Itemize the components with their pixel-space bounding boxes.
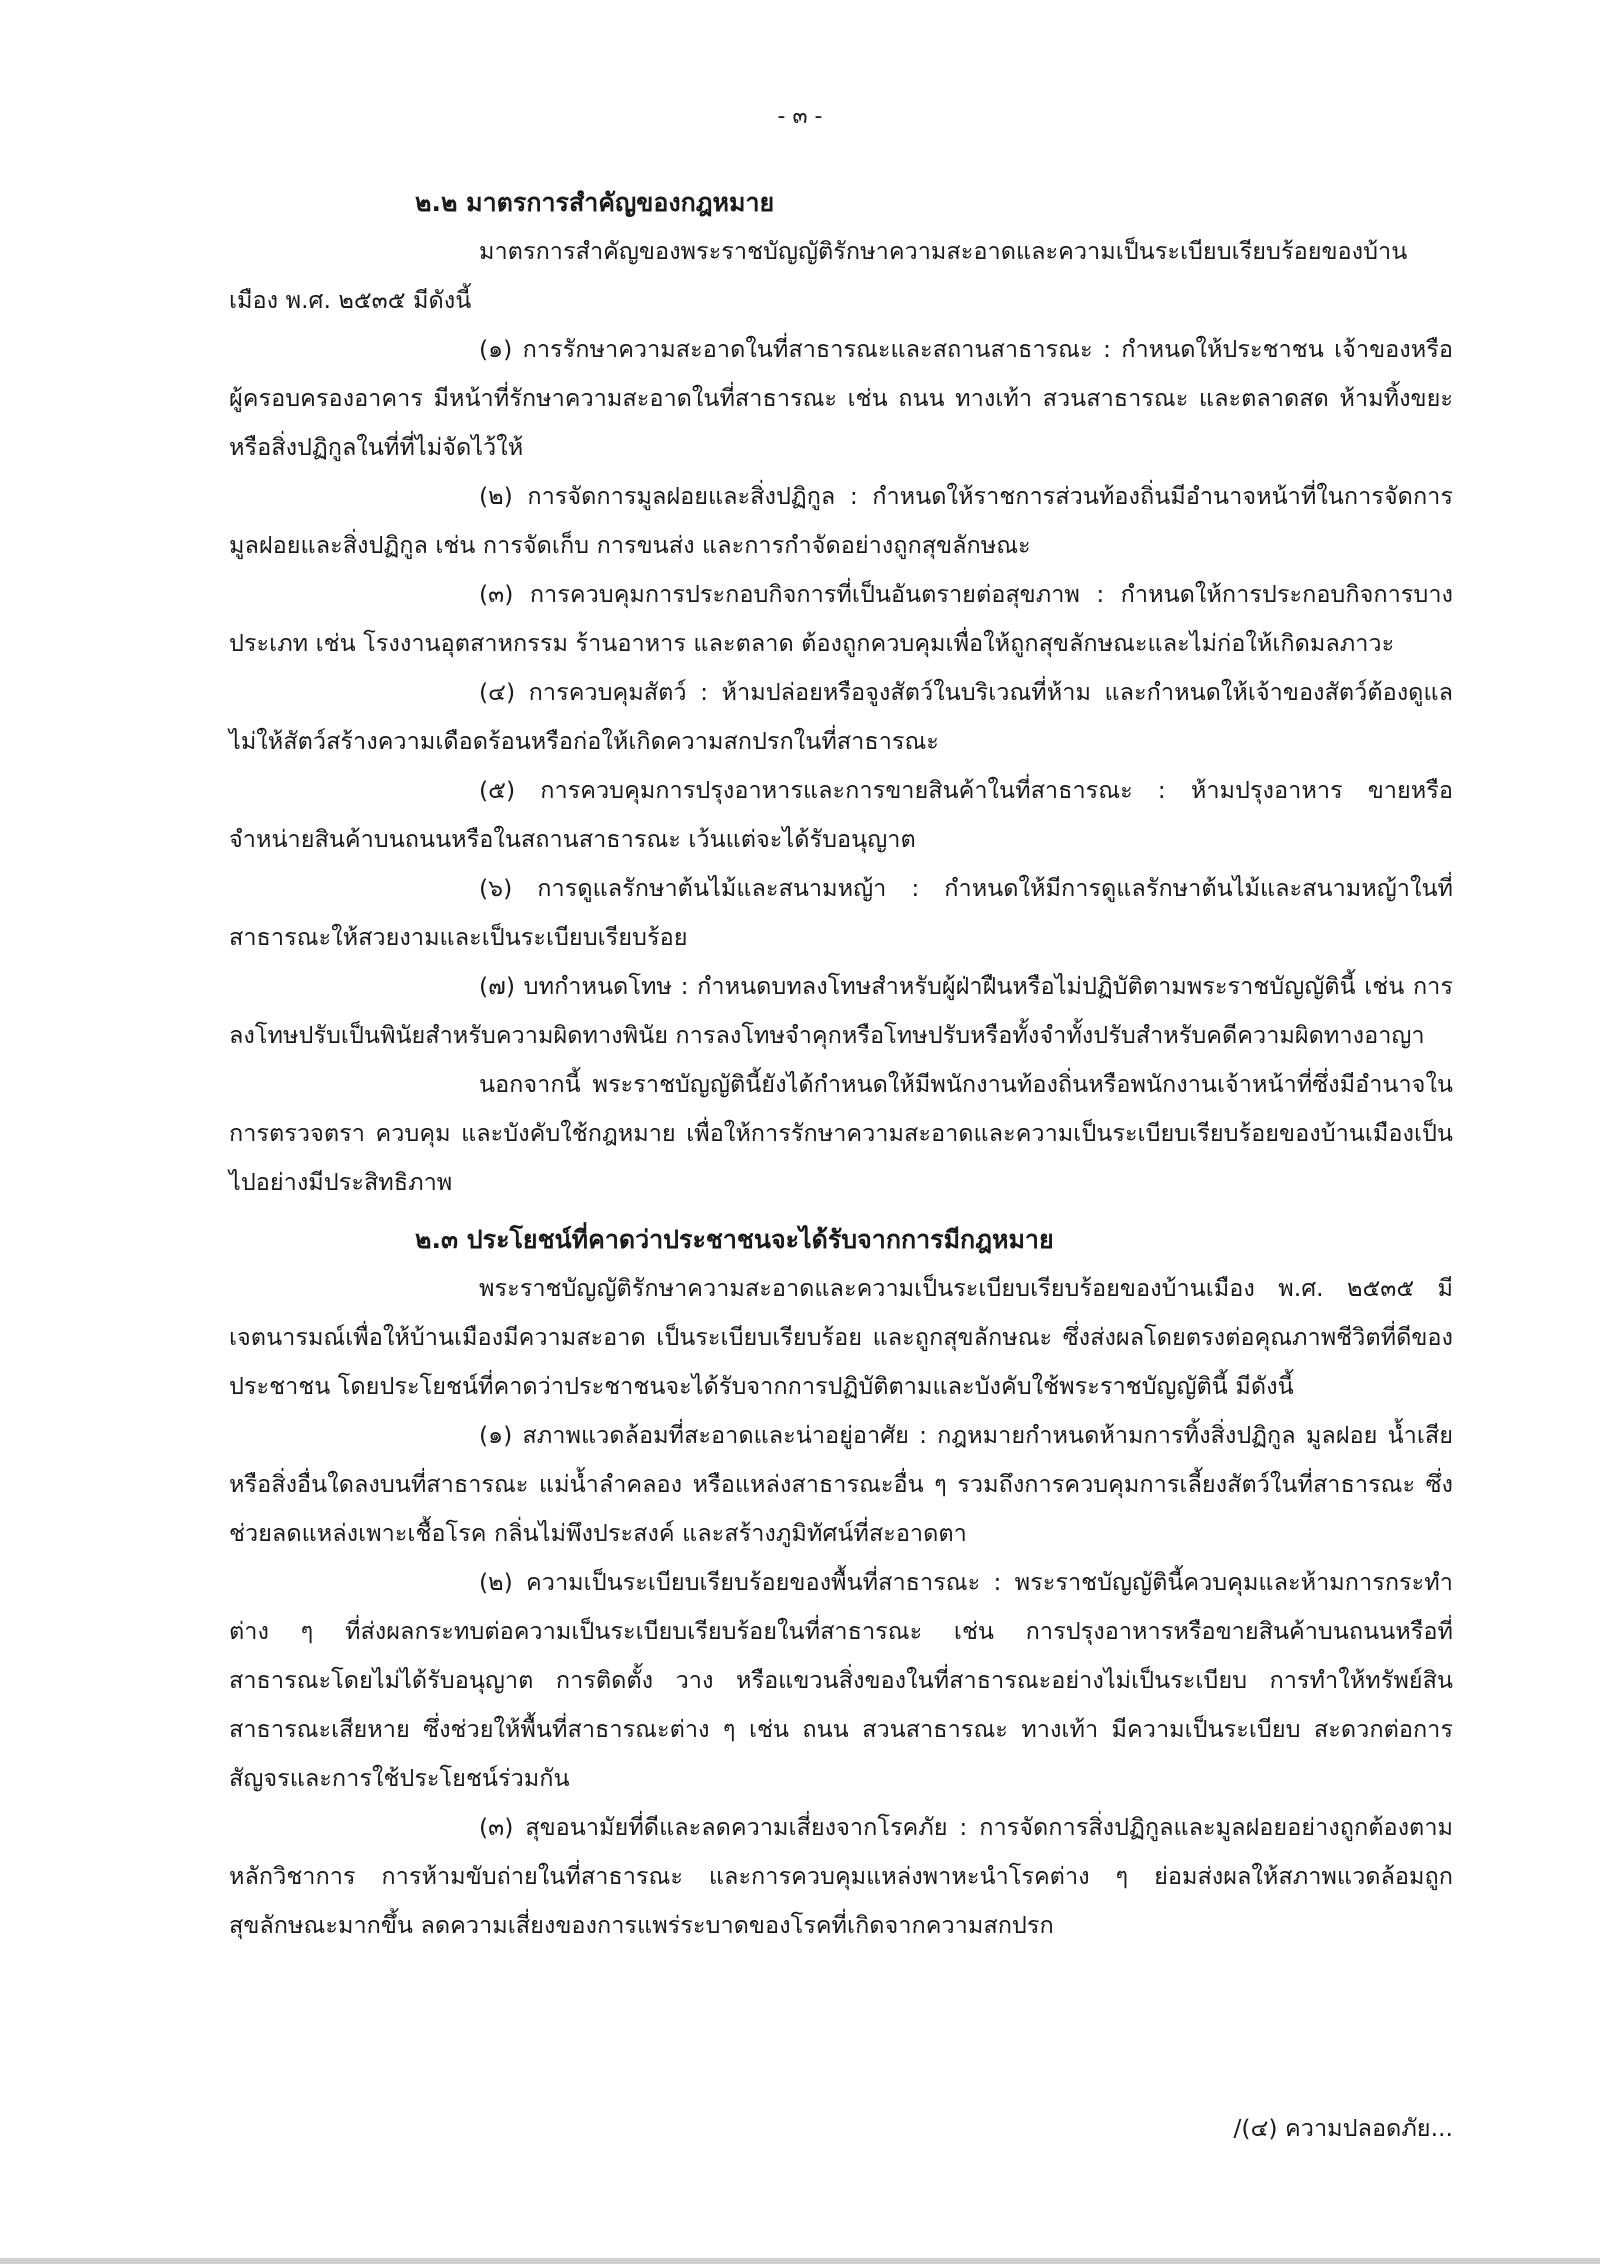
measure-item-3: (๓) การควบคุมการประกอบกิจการที่เป็นอันตรายต่อสุขภาพ : กำหนดให้การประกอบกิจการบางประเภท เช่น โรงงานอุตสาหกรรม ร้านอาหาร และตลาด ต้องถูกควบคุมเพื่อให้ถูกสุขลักษณะและไม่ก่อให้เกิดมลภาวะ [229,580,1453,657]
section-2-2-intro: มาตรการสำคัญของพระราชบัญญัติรักษาความสะอาดและความเป็นระเบียบเรียบร้อยของบ้านเมือง พ.ศ. ๒๕๓๕ มีดังนี้ [229,237,1408,314]
benefit-item-2: (๒) ความเป็นระเบียบเรียบร้อยของพื้นที่สาธารณะ : พระราชบัญญัตินี้ควบคุมและห้ามการกระทำต่าง ๆ ที่ส่งผลกระทบต่อความเป็นระเบียบเรียบร้อยในที่สาธารณะ เช่น การปรุงอาหารหรือขายสินค้าบนถนนหรือที่สาธารณะโดยไม่ได้รับอนุญาต การติดตั้ง วาง หรือแขวนสิ่งของในที่สาธารณะอย่างไม่เป็นระเบียบ การทำให้ทรัพย์สินสาธารณะเสียหาย ซึ่งช่วยให้พื้นที่สาธารณะต่าง ๆ เช่น ถนน สวนสาธารณะ ทางเท้า มีความเป็นระเบียบ สะดวกต่อการสัญจรและการใช้ประโยชน์ร่วมกัน [229,1568,1453,1792]
benefit-item-3: (๓) สุขอนามัยที่ดีและลดความเสี่ยงจากโรคภัย : การจัดการสิ่งปฏิกูลและมูลฝอยอย่างถูกต้องตามหลักวิชาการ การห้ามขับถ่ายในที่สาธารณะ และการควบคุมแหล่งพาหะนำโรคต่าง ๆ ย่อมส่งผลให้สภาพแวดล้อมถูกสุขลักษณะมากขึ้น ลดความเสี่ยงของการแพร่ระบาดของโรคที่เกิดจากความสกปรก [229,1813,1453,1939]
scan-edge-divider [0,2258,1600,2264]
section-heading-2-3: ๒.๓ ประโยชน์ที่คาดว่าประชาชนจะได้รับจากการมีกฎหมาย [415,1225,1054,1254]
measure-item-6: (๖) การดูแลรักษาต้นไม้และสนามหญ้า : กำหนดให้มีการดูแลรักษาต้นไม้และสนามหญ้าในที่สาธารณะให้สวยงามและเป็นระเบียบเรียบร้อย [229,874,1453,951]
measure-item-4: (๔) การควบคุมสัตว์ : ห้ามปล่อยหรือจูงสัตว์ในบริเวณที่ห้าม และกำหนดให้เจ้าของสัตว์ต้องดูแลไม่ให้สัตว์สร้างความเดือดร้อนหรือก่อให้เกิดความสกปรกในที่สาธารณะ [229,678,1453,755]
section-2-3-intro: พระราชบัญญัติรักษาความสะอาดและความเป็นระเบียบเรียบร้อยของบ้านเมือง พ.ศ. ๒๕๓๕ มีเจตนารมณ์เพื่อให้บ้านเมืองมีความสะอาด เป็นระเบียบเรียบร้อย และถูกสุขลักษณะ ซึ่งส่งผลโดยตรงต่อคุณภาพชีวิตที่ดีของประชาชน โดยประโยชน์ที่คาดว่าประชาชนจะได้รับจากการปฏิบัติตามและบังคับใช้พระราชบัญญัตินี้ มีดังนี้ [229,1274,1453,1400]
page-number: - ๓ - [777,104,823,129]
measure-item-1: (๑) การรักษาความสะอาดในที่สาธารณะและสถานสาธารณะ : กำหนดให้ประชาชน เจ้าของหรือผู้ครอบครองอาคาร มีหน้าที่รักษาความสะอาดในที่สาธารณะ เช่น ถนน ทางเท้า สวนสาธารณะ และตลาดสด ห้ามทิ้งขยะหรือสิ่งปฏิกูลในที่ที่ไม่จัดไว้ให้ [229,335,1453,461]
continuation-marker: /(๔) ความปลอดภัย... [1233,2114,1453,2142]
measure-item-2: (๒) การจัดการมูลฝอยและสิ่งปฏิกูล : กำหนดให้ราชการส่วนท้องถิ่นมีอำนาจหน้าที่ในการจัดการมูลฝอยและสิ่งปฏิกูล เช่น การจัดเก็บ การขนส่ง และการกำจัดอย่างถูกสุขลักษณะ [229,482,1453,559]
measure-item-5: (๕) การควบคุมการปรุงอาหารและการขายสินค้าในที่สาธารณะ : ห้ามปรุงอาหาร ขายหรือจำหน่ายสินค้าบนถนนหรือในสถานสาธารณะ เว้นแต่จะได้รับอนุญาต [229,776,1453,853]
measure-item-7: (๗) บทกำหนดโทษ : กำหนดบทลงโทษสำหรับผู้ฝ่าฝืนหรือไม่ปฏิบัติตามพระราชบัญญัตินี้ เช่น การลงโทษปรับเป็นพินัยสำหรับความผิดทางพินัย การลงโทษจำคุกหรือโทษปรับหรือทั้งจำทั้งปรับสำหรับคดีความผิดทางอาญา [229,972,1453,1049]
document-body [229,170,1453,1950]
section-2-2-closing: นอกจากนี้ พระราชบัญญัตินี้ยังได้กำหนดให้มีพนักงานท้องถิ่นหรือพนักงานเจ้าหน้าที่ซึ่งมีอำนาจในการตรวจตรา ควบคุม และบังคับใช้กฎหมาย เพื่อให้การรักษาความสะอาดและความเป็นระเบียบเรียบร้อยของบ้านเมืองเป็นไปอย่างมีประสิทธิภาพ [229,1070,1453,1196]
benefit-item-1: (๑) สภาพแวดล้อมที่สะอาดและน่าอยู่อาศัย : กฎหมายกำหนดห้ามการทิ้งสิ่งปฏิกูล มูลฝอย น้ำเสีย หรือสิ่งอื่นใดลงบนที่สาธารณะ แม่น้ำลำคลอง หรือแหล่งสาธารณะอื่น ๆ รวมถึงการควบคุมการเลี้ยงสัตว์ในที่สาธารณะ ซึ่งช่วยลดแหล่งเพาะเชื้อโรค กลิ่นไม่พึงประสงค์ และสร้างภูมิทัศน์ที่สะอาดตา [229,1421,1453,1547]
section-heading-2-2: ๒.๒ มาตรการสำคัญของกฎหมาย [415,188,775,217]
